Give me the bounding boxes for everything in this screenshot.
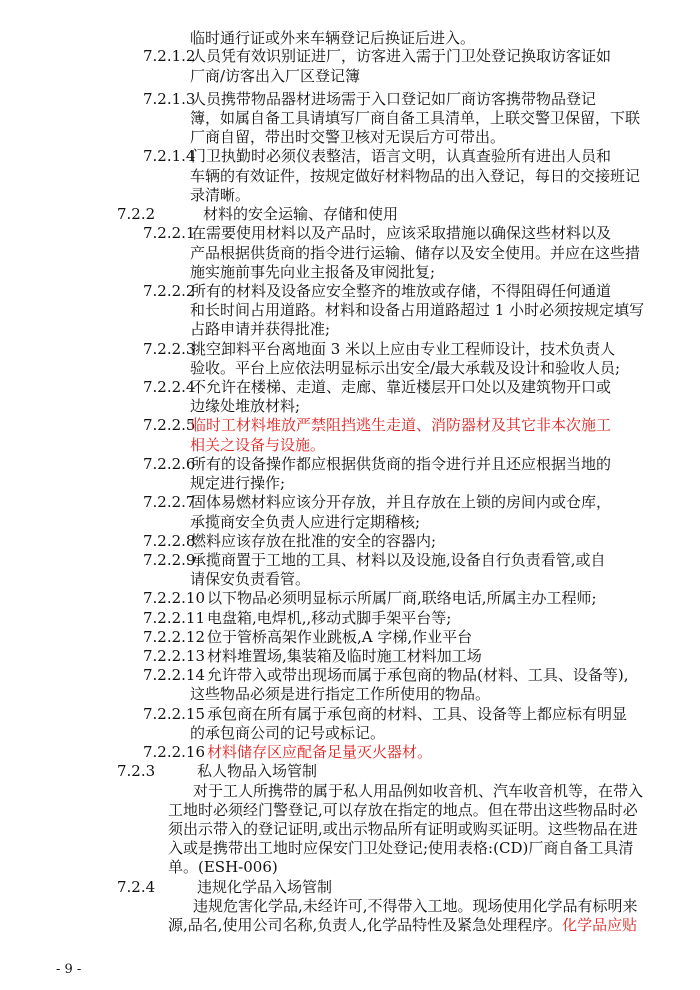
section-number: 7.2.2.7	[143, 493, 196, 511]
line-text: 临时工材料堆放严禁阻挡逃生走道、消防器材及其它非本次施工	[191, 416, 612, 434]
line-text: 承揽商置于工地的工具、材料以及设施,设备自行负责看管,或自	[191, 551, 606, 569]
text-line	[117, 761, 317, 781]
line-text: 簿，如属自备工具请填写厂商自备工具清单，上联交警卫保留，下联	[190, 109, 641, 127]
section-number: 7.2.2.10	[143, 589, 206, 607]
section-number: 7.2.2	[117, 205, 156, 223]
line-text: 违规化学品入场管制	[197, 878, 333, 896]
line-text: 临时通行证或外来车辆登记后换证后进入。	[190, 29, 476, 47]
line-text: 以下物品必须明显标示所属厂商,联络电话,所属主办工程师;	[207, 589, 597, 607]
text-line	[190, 166, 640, 186]
text-line	[190, 66, 360, 86]
section-number: 7.2.2.12	[143, 628, 206, 646]
text-line	[143, 550, 606, 570]
line-text: 的承包商公司的记号或标记。	[190, 724, 386, 742]
line-text: 请保安负责看管。	[190, 570, 311, 588]
line-text: 挑空卸料平台离地面 3 米以上应由专业工程师设计，技术负责人	[191, 340, 616, 358]
section-number: 7.2.1.3	[143, 90, 196, 108]
section-number: 7.2.2.4	[143, 378, 196, 396]
line-text: 录清晰。	[190, 186, 251, 204]
line-text: 施实施前事先向业主报备及审阅批复;	[190, 263, 436, 281]
section-number: 7.2.2.2	[143, 282, 196, 300]
section-number: 7.2.2.16	[143, 743, 206, 761]
line-text: 材料储存区应配备足量灭火器材。	[207, 743, 433, 761]
line-text: 规定进行操作;	[190, 474, 286, 492]
line-text: 所有的材料及设备应安全整齐的堆放或存储，不得阻碍任何通道	[191, 282, 612, 300]
line-text: 不允许在楼梯、走道、走廊、靠近楼层开口处以及建筑物开口或	[191, 378, 612, 396]
line-text: 允许带入或带出现场而属于承包商的物品(材料、工具、设备等),	[207, 666, 629, 684]
section-number: 7.2.4	[117, 878, 156, 896]
text-line	[143, 665, 628, 685]
text-line	[190, 185, 250, 205]
text-line	[143, 415, 611, 435]
line-text: 所有的设备操作都应根据供货商的指令进行并且还应根据当地的	[191, 455, 612, 473]
line-text: 人员携带物品器材进场需于入口登记如厂商访客携带物品登记	[191, 90, 597, 108]
line-text: 位于管桥高架作业跳板,A 字梯,作业平台	[207, 628, 473, 646]
text-line	[190, 723, 385, 743]
text-line	[143, 704, 627, 724]
line-text-highlight: 化学品应贴	[562, 916, 638, 934]
line-text: 违规危害化学品,未经许可,不得带入工地。现场使用化学品有标明来	[193, 897, 638, 915]
section-number: 7.2.2.1	[143, 224, 196, 242]
text-line	[117, 877, 332, 897]
text-line	[143, 454, 611, 474]
line-text: 工地时必须经门警登记,可以存放在指定的地点。但在带出这些物品时必	[168, 801, 638, 819]
section-number: 7.2.2.9	[143, 551, 196, 569]
text-line	[143, 608, 451, 628]
section-number: 7.2.2.14	[143, 666, 206, 684]
section-number: 7.2.2.15	[143, 705, 206, 723]
line-text: 私人物品入场管制	[197, 762, 318, 780]
line-text: 车辆的有效证件，按规定做好材料物品的出入登记，每日的交接班记	[190, 167, 641, 185]
text-line	[143, 281, 611, 301]
text-line	[143, 492, 611, 512]
line-text: 对于工人所携带的属于私人用品例如收音机、汽车收音机等，在带入	[193, 782, 644, 800]
text-line	[143, 223, 611, 243]
line-text: 验收。平台上应依法明显标示出安全/最大承载及设计和验收人员;	[190, 359, 621, 377]
text-line	[143, 46, 611, 66]
text-line	[190, 28, 475, 48]
text-line	[143, 377, 611, 397]
line-text: 门卫执勤时必须仪表整洁，语言文明，认真查验所有进出人员和	[191, 147, 612, 165]
line-text: 人员凭有效识别证进厂，访客进入需于门卫处登记换取访客证如	[191, 47, 612, 65]
text-line	[168, 819, 638, 839]
section-number: 7.2.1.4	[143, 147, 196, 165]
text-line	[168, 800, 638, 820]
text-line	[193, 896, 638, 916]
section-number: 7.2.2.8	[143, 532, 196, 550]
text-line	[190, 435, 325, 455]
text-line	[117, 204, 398, 224]
line-text: 承包商在所有属于承包商的材料、工具、设备等上都应标有明显	[207, 705, 628, 723]
text-line	[143, 627, 472, 647]
section-number: 7.2.2.6	[143, 455, 196, 473]
text-line	[143, 146, 611, 166]
line-text: 产品根据供货商的指令进行运输、储存以及安全使用。并应在这些措	[190, 244, 641, 262]
line-text: 和长时间占用道路。材料和设备占用道路超过 1 小时必须按规定填写	[190, 301, 645, 319]
text-line	[190, 319, 330, 339]
text-line	[190, 108, 640, 128]
text-line	[190, 473, 285, 493]
text-line	[190, 569, 310, 589]
line-text: 承揽商安全负责人应进行定期稽核;	[190, 513, 421, 531]
text-line	[190, 512, 420, 532]
section-number: 7.2.2.13	[143, 647, 206, 665]
section-number: 7.2.3	[117, 762, 156, 780]
line-text: 燃料应该存放在批准的安全的容器内;	[191, 532, 437, 550]
text-line	[190, 358, 620, 378]
text-line	[143, 531, 436, 551]
text-line	[143, 89, 596, 109]
text-line	[190, 243, 640, 263]
text-line	[190, 127, 505, 147]
text-line	[143, 339, 615, 359]
line-text: 材料堆置场,集装箱及临时施工材料加工场	[207, 647, 482, 665]
line-text: 须出示带入的登记证明,或出示物品所有证明或购买证明。这些物品在进	[168, 820, 638, 838]
text-line	[190, 684, 490, 704]
page-number: - 9 -	[56, 962, 82, 977]
line-text: 厂商自留，带出时交警卫核对无误后方可带出。	[190, 128, 506, 146]
section-number: 7.2.2.11	[143, 609, 206, 627]
line-text: 固体易燃材料应该分开存放，并且存放在上锁的房间内或仓库，	[191, 493, 612, 511]
text-line	[193, 781, 643, 801]
line-text: 占路申请并获得批准;	[190, 320, 331, 338]
text-line	[168, 838, 633, 858]
line-text: 源,品名,使用公司名称,负责人,化学品特性及紧急处理程序。	[168, 916, 563, 934]
line-text: 单。(ESH-006)	[168, 858, 278, 876]
line-text: 厂商/访客出入厂区登记簿	[190, 67, 361, 85]
text-line	[190, 300, 644, 320]
text-line	[143, 742, 432, 762]
text-line	[168, 857, 278, 877]
text-line	[168, 915, 637, 935]
text-line	[190, 262, 435, 282]
line-text: 入或是携带出工地时应保安门卫处登记;使用表格:(CD)厂商自备工具清	[168, 839, 634, 857]
section-number: 7.2.2.5	[143, 416, 196, 434]
text-line	[143, 646, 482, 666]
section-number: 7.2.2.3	[143, 340, 196, 358]
section-number: 7.2.1.2	[143, 47, 196, 65]
line-text: 相关之设备与设施。	[190, 436, 326, 454]
line-text: 在需要使用材料以及产品时，应该采取措施以确保这些材料以及	[191, 224, 612, 242]
text-line	[190, 396, 300, 416]
line-text: 电盘箱,电焊机,,移动式脚手架平台等;	[207, 609, 452, 627]
line-text: 这些物品必须是进行指定工作所使用的物品。	[190, 685, 491, 703]
line-text: 材料的安全运输、存储和使用	[203, 205, 399, 223]
text-line	[143, 588, 597, 608]
line-text: 边缘处堆放材料;	[190, 397, 301, 415]
